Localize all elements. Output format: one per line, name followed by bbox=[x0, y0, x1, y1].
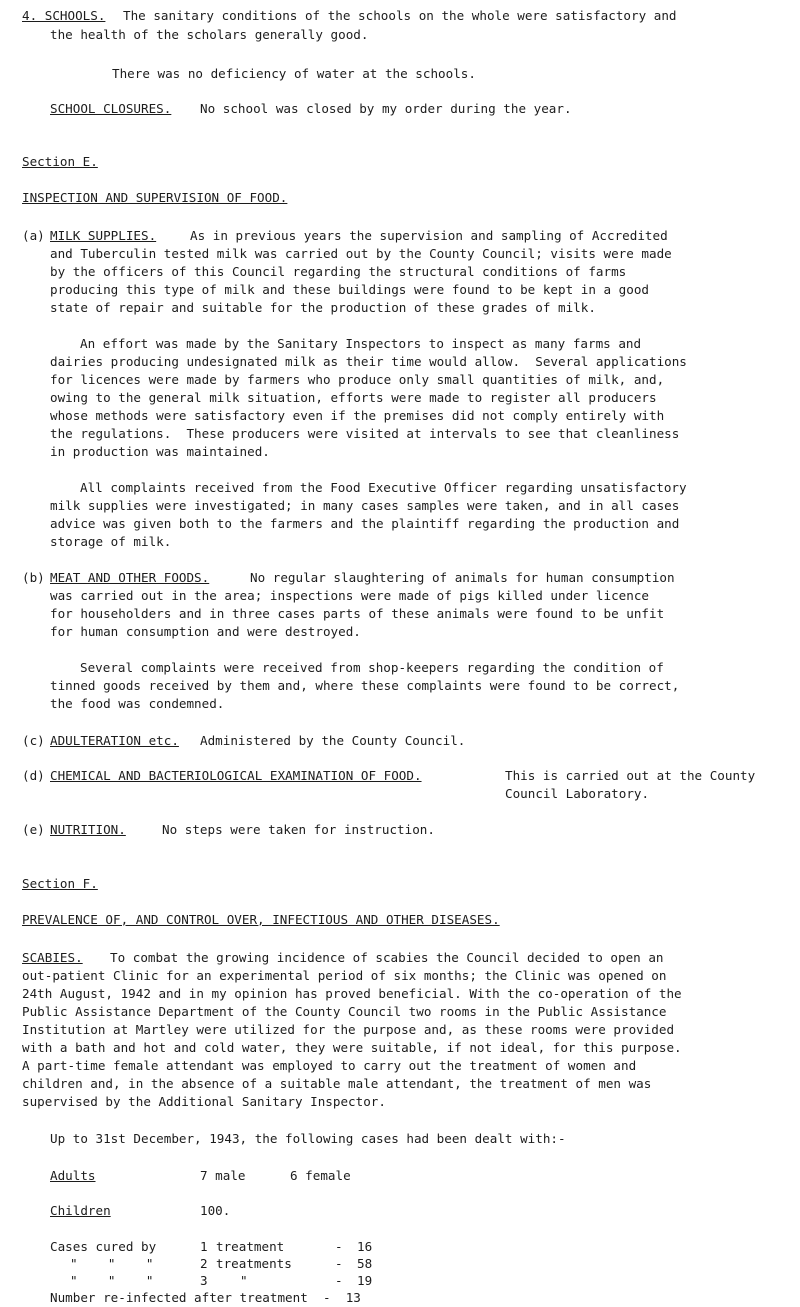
cured-prefix: " " " bbox=[70, 1273, 154, 1288]
schools-heading: 4. SCHOOLS. bbox=[22, 8, 106, 23]
meat-text: tinned goods received by them and, where these complaints were found to be correct, bbox=[50, 678, 680, 693]
cured-count: 16 bbox=[357, 1239, 373, 1254]
meat-text: was carried out in the area; inspections were made of pigs killed under licence bbox=[50, 588, 649, 603]
cured-unit: treatments bbox=[216, 1256, 292, 1271]
milk-text: An effort was made by the Sanitary Inspectors to inspect as many farms and bbox=[80, 336, 642, 351]
cured-count: 58 bbox=[357, 1256, 373, 1271]
scabies-text: children and, in the absence of a suitable male attendant, the treatment of men was bbox=[22, 1076, 652, 1091]
milk-text: whose methods were satisfactory even if the premises did not comply entirely with bbox=[50, 408, 665, 423]
meat-text: the food was condemned. bbox=[50, 696, 225, 711]
cured-n: 3 bbox=[200, 1273, 208, 1288]
milk-text: milk supplies were investigated; in many cases samples were taken, and in all cases bbox=[50, 498, 680, 513]
cured-prefix: Cases cured by bbox=[50, 1239, 157, 1254]
scabies-text: To combat the growing incidence of scabies the Council decided to open an bbox=[110, 950, 664, 965]
section-e-title: Section E. bbox=[22, 154, 98, 169]
schools-water: There was no deficiency of water at the schools. bbox=[112, 66, 476, 81]
cured-dash: - bbox=[335, 1273, 343, 1288]
milk-text: As in previous years the supervision and sampling of Accredited bbox=[190, 228, 668, 243]
cured-dash: - bbox=[335, 1239, 343, 1254]
chemical-text: Council Laboratory. bbox=[505, 786, 650, 801]
meat-text: for human consumption and were destroyed. bbox=[50, 624, 361, 639]
meat-text: Several complaints were received from shop-keepers regarding the condition of bbox=[80, 660, 664, 675]
adulteration-heading: ADULTERATION etc. bbox=[50, 733, 179, 748]
nutrition-heading: NUTRITION. bbox=[50, 822, 126, 837]
milk-text: advice was given both to the farmers and the plaintiff regarding the production and bbox=[50, 516, 680, 531]
milk-text: and Tuberculin tested milk was carried out by the County Council; visits were made bbox=[50, 246, 672, 261]
milk-text: the regulations. These producers were visited at intervals to see that cleanliness bbox=[50, 426, 680, 441]
milk-label: (a) bbox=[22, 228, 45, 243]
meat-label: (b) bbox=[22, 570, 45, 585]
nutrition-text: No steps were taken for instruction. bbox=[162, 822, 435, 837]
scabies-text: with a bath and hot and cold water, they were suitable, if not ideal, for this purpose. bbox=[22, 1040, 682, 1055]
schools-text: The sanitary conditions of the schools on the whole were satisfactory and bbox=[123, 8, 677, 23]
milk-text: in production was maintained. bbox=[50, 444, 270, 459]
cured-count: 19 bbox=[357, 1273, 373, 1288]
adulteration-label: (c) bbox=[22, 733, 45, 748]
adulteration-text: Administered by the County Council. bbox=[200, 733, 466, 748]
meat-text: for householders and in three cases parts of these animals were found to be unfit bbox=[50, 606, 665, 621]
adults-female: 6 female bbox=[290, 1168, 351, 1183]
section-f-subtitle: PREVALENCE OF, AND CONTROL OVER, INFECTIOUS AND OTHER DISEASES. bbox=[22, 912, 500, 927]
cured-unit: " bbox=[240, 1273, 248, 1288]
chemical-text: This is carried out at the County bbox=[505, 768, 756, 783]
cured-dash: - bbox=[335, 1256, 343, 1271]
children-label: Children bbox=[50, 1203, 111, 1218]
milk-text: storage of milk. bbox=[50, 534, 172, 549]
meat-heading: MEAT AND OTHER FOODS. bbox=[50, 570, 210, 585]
chemical-label: (d) bbox=[22, 768, 45, 783]
milk-text: state of repair and suitable for the production of these grades of milk. bbox=[50, 300, 596, 315]
milk-text: for licences were made by farmers who produce only small quantities of milk, and, bbox=[50, 372, 665, 387]
closures-heading: SCHOOL CLOSURES. bbox=[50, 101, 172, 116]
milk-text: dairies producing undesignated milk as their time would allow. Several applications bbox=[50, 354, 687, 369]
milk-text: by the officers of this Council regarding the structural conditions of farms bbox=[50, 264, 627, 279]
meat-text: No regular slaughtering of animals for human consumption bbox=[250, 570, 675, 585]
scabies-text: supervised by the Additional Sanitary Inspector. bbox=[22, 1094, 386, 1109]
milk-text: owing to the general milk situation, efforts were made to register all producers bbox=[50, 390, 657, 405]
cases-intro: Up to 31st December, 1943, the following cases had been dealt with:- bbox=[50, 1131, 566, 1146]
nutrition-label: (e) bbox=[22, 822, 45, 837]
scabies-text: 24th August, 1942 and in my opinion has proved beneficial. With the co-operation of the bbox=[22, 986, 682, 1001]
milk-text: producing this type of milk and these buildings were found to be kept in a good bbox=[50, 282, 649, 297]
scabies-text: Institution at Martley were utilized for the purpose and, as these rooms were provided bbox=[22, 1022, 675, 1037]
cured-prefix: " " " bbox=[70, 1256, 154, 1271]
milk-heading: MILK SUPPLIES. bbox=[50, 228, 157, 243]
cured-n: 2 bbox=[200, 1256, 208, 1271]
scabies-text: out-patient Clinic for an experimental period of six months; the Clinic was opened on bbox=[22, 968, 667, 983]
cured-unit: treatment bbox=[216, 1239, 285, 1254]
scabies-heading: SCABIES. bbox=[22, 950, 83, 965]
scabies-text: A part-time female attendant was employed to carry out the treatment of women and bbox=[22, 1058, 637, 1073]
schools-text: the health of the scholars generally good. bbox=[50, 27, 369, 42]
adults-label: Adults bbox=[50, 1168, 96, 1183]
closures-text: No school was closed by my order during the year. bbox=[200, 101, 572, 116]
children-value: 100. bbox=[200, 1203, 231, 1218]
reinfected-line: Number re-infected after treatment - 13 bbox=[50, 1290, 361, 1305]
cured-n: 1 bbox=[200, 1239, 208, 1254]
section-f-title: Section F. bbox=[22, 876, 98, 891]
chemical-heading: CHEMICAL AND BACTERIOLOGICAL EXAMINATION OF FOOD. bbox=[50, 768, 422, 783]
scabies-text: Public Assistance Department of the County Council two rooms in the Public Assistance bbox=[22, 1004, 667, 1019]
section-e-subtitle: INSPECTION AND SUPERVISION OF FOOD. bbox=[22, 190, 288, 205]
milk-text: All complaints received from the Food Executive Officer regarding unsatisfactory bbox=[80, 480, 687, 495]
adults-male: 7 male bbox=[200, 1168, 246, 1183]
